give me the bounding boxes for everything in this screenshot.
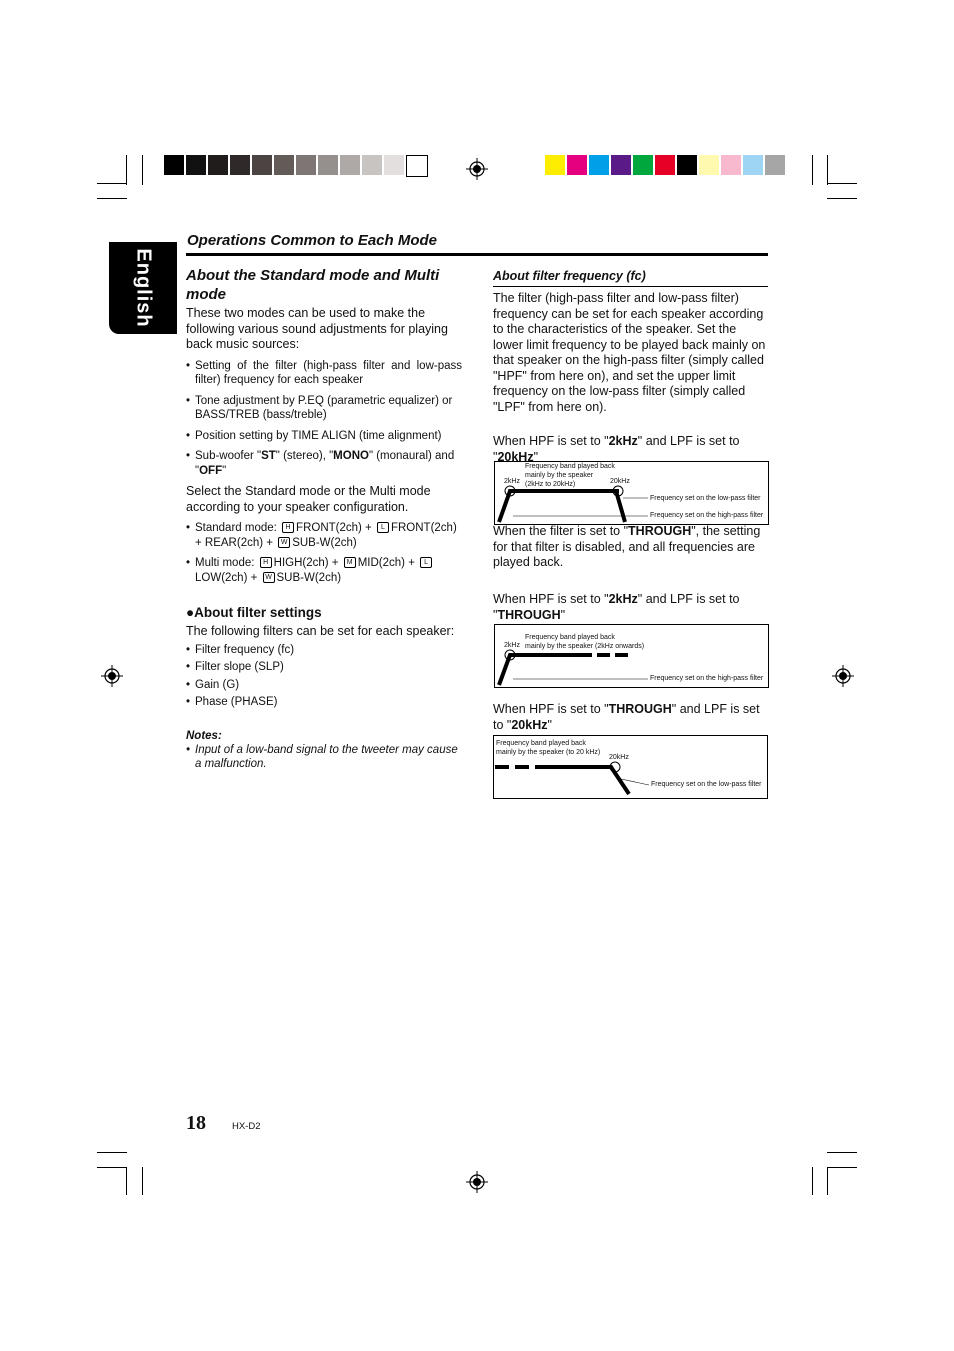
text-span: When the filter is set to " xyxy=(493,524,629,538)
gray-swatch xyxy=(340,155,360,175)
mid-symbol-icon: M xyxy=(344,557,356,568)
crop-mark xyxy=(142,1167,143,1195)
color-swatch xyxy=(655,155,675,175)
low-symbol-icon: L xyxy=(377,522,389,533)
frequency-label: 20kHz xyxy=(609,754,629,761)
text-span: " xyxy=(547,717,552,732)
text-span: MID(2ch) + xyxy=(357,557,415,569)
text-span: 20kHz xyxy=(511,717,548,732)
list-item: • Gain (G) xyxy=(186,678,462,693)
crop-mark xyxy=(97,198,127,199)
text-span: OFF xyxy=(199,464,223,477)
text-span: SUB-W(2ch) xyxy=(276,571,342,584)
text-span: SUB-W(2ch) xyxy=(292,536,357,549)
crop-mark xyxy=(97,1152,127,1153)
crop-mark xyxy=(97,1167,127,1168)
text-span: FRONT(2ch) + xyxy=(296,522,372,534)
band-label: (2kHz to 20kHz) xyxy=(525,481,576,488)
text-span: Sub-woofer " xyxy=(195,450,262,462)
high-symbol-icon: H xyxy=(282,522,294,533)
left-column xyxy=(186,266,462,772)
registration-mark-icon xyxy=(101,665,123,687)
list-item: • Position setting by TIME ALIGN (time alignment) xyxy=(186,429,462,444)
gray-swatch xyxy=(384,155,404,175)
text-span: MONO xyxy=(333,450,369,462)
text-span: When HPF is set to " xyxy=(493,702,609,716)
color-swatch xyxy=(743,155,763,175)
gray-swatch xyxy=(252,155,272,175)
low-symbol-icon: L xyxy=(420,557,432,568)
case3-caption xyxy=(493,702,768,733)
text-span: " and LPF is set to " xyxy=(493,434,740,464)
gray-swatch xyxy=(274,155,294,175)
band-label: mainly by the speaker (2kHz onwards) xyxy=(525,643,645,650)
woofer-symbol-icon: W xyxy=(278,537,290,548)
list-item xyxy=(186,449,462,478)
gray-swatch xyxy=(318,155,338,175)
list-item: • Filter frequency (fc) xyxy=(186,643,462,658)
list-item: • Tone adjustment by P.EQ (parametric equalizer) or BASS/TREB (bass/treble) xyxy=(186,394,462,423)
list-item: • Setting of the filter (high-pass filter and low-pass filter) frequency for each speaker xyxy=(186,359,462,388)
model-number: HX-D2 xyxy=(232,1121,261,1132)
filter-frequency-heading: About filter frequency (fc) xyxy=(493,269,646,283)
registration-mark-icon xyxy=(466,158,488,180)
gray-swatch xyxy=(230,155,250,175)
intro-paragraph: These two modes can be used to make the following various sound adjustments for playing back music sources: xyxy=(186,306,448,351)
color-swatch xyxy=(677,155,697,175)
band-label: mainly by the speaker (to 20 kHz) xyxy=(496,749,601,756)
language-tab-label: English xyxy=(132,248,155,328)
through-explanation xyxy=(493,524,768,571)
text-span: " and LPF is set to " xyxy=(493,592,740,622)
crop-mark xyxy=(827,198,857,199)
hpf-label: Frequency set on the high-pass filter xyxy=(650,675,764,682)
gray-swatch xyxy=(164,155,184,175)
text-span: " xyxy=(222,464,227,477)
registration-mark-icon xyxy=(466,1171,488,1193)
text-span: Standard mode: xyxy=(195,522,277,534)
color-swatch xyxy=(765,155,785,175)
lpf-label: Frequency set on the low-pass filter xyxy=(650,495,761,502)
text-span: ST xyxy=(261,450,276,462)
standard-multi-heading: About the Standard mode and Multi mode xyxy=(186,267,440,303)
registration-mark-icon xyxy=(832,665,854,687)
crop-mark xyxy=(97,183,127,184)
text-span: " xyxy=(533,449,539,464)
color-swatch xyxy=(567,155,587,175)
frequency-label: 2kHz xyxy=(504,478,520,485)
filter-diagram-through-20khz xyxy=(493,735,768,799)
list-item xyxy=(186,521,462,550)
crop-mark xyxy=(812,1167,813,1195)
color-swatch xyxy=(611,155,631,175)
frequency-label: 2kHz xyxy=(504,642,520,649)
list-item: • Filter slope (SLP) xyxy=(186,660,462,675)
text-span: " xyxy=(560,607,566,622)
band-label: Frequency band played back xyxy=(525,634,615,641)
crop-mark xyxy=(827,155,828,185)
list-item: • Phase (PHASE) xyxy=(186,695,462,710)
color-swatch xyxy=(633,155,653,175)
text-span: ", the setting for that filter is disabled, and all frequencies are played back. xyxy=(493,524,761,569)
frequency-label: 20kHz xyxy=(610,478,630,485)
filter-diagram-2khz-through xyxy=(494,624,769,688)
text-span: HIGH(2ch) + xyxy=(273,557,339,569)
color-swatch xyxy=(699,155,719,175)
filter-frequency-body: The filter (high-pass filter and low-pass filter) frequency can be set for each speaker according to the characteristics of the speaker. Set the lower limit frequency to be played back mainly on that speaker on the high-pass filter (simply called "HPF" from here on), and set the upper limit frequency on the low-pass filter (simply called "LPF" from here on). xyxy=(493,291,766,414)
page-number: 18 xyxy=(186,1112,206,1134)
gray-swatch xyxy=(208,155,228,175)
hpf-label: Frequency set on the high-pass filter xyxy=(650,512,764,519)
color-swatch xyxy=(589,155,609,175)
select-mode-paragraph: Select the Standard mode or the Multi mode according to your speaker configuration. xyxy=(186,484,431,514)
text-span: When HPF is set to " xyxy=(493,434,609,448)
gray-swatch xyxy=(296,155,316,175)
section-title: Operations Common to Each Mode xyxy=(187,232,438,249)
note-item: • Input of a low-band signal to the tweeter may cause a malfunction. xyxy=(186,743,462,772)
band-label: mainly by the speaker xyxy=(525,472,594,479)
text-span: 2kHz xyxy=(608,592,638,606)
high-symbol-icon: H xyxy=(260,557,272,568)
band-label: Frequency band played back xyxy=(496,740,586,747)
notes-heading: Notes: xyxy=(186,729,222,742)
crop-mark xyxy=(126,155,127,185)
crop-mark xyxy=(827,1167,828,1195)
text-span: THROUGH xyxy=(497,607,561,622)
text-span: FRONT(2ch) + REAR(2ch) + xyxy=(195,522,457,549)
heading-underline xyxy=(493,286,768,287)
color-swatch xyxy=(545,155,565,175)
text-span: Multi mode: xyxy=(195,557,255,569)
crop-mark xyxy=(812,155,813,185)
woofer-symbol-icon: W xyxy=(263,572,275,583)
text-span: " (stereo), " xyxy=(275,450,334,462)
color-swatch xyxy=(721,155,741,175)
filter-settings-heading: ●About filter settings xyxy=(186,605,322,620)
case2-caption xyxy=(493,592,768,623)
text-span: LOW(2ch) + xyxy=(195,571,258,584)
text-span: " (monaural) and " xyxy=(195,450,455,477)
crop-mark xyxy=(142,155,143,185)
text-span: THROUGH xyxy=(628,524,692,538)
text-span: 2kHz xyxy=(608,434,638,448)
section-divider xyxy=(186,253,768,256)
filter-settings-intro: The following filters can be set for each speaker: xyxy=(186,624,455,638)
crop-mark xyxy=(827,1167,857,1168)
language-tab xyxy=(109,242,177,334)
list-item xyxy=(186,556,462,585)
gray-swatch xyxy=(406,155,428,177)
text-span: When HPF is set to " xyxy=(493,592,609,606)
lpf-label: Frequency set on the low-pass filter xyxy=(651,781,762,788)
text-span: THROUGH xyxy=(608,702,672,716)
filter-diagram-2khz-20khz xyxy=(494,461,769,525)
crop-mark xyxy=(126,1167,127,1195)
text-span: 20kHz xyxy=(497,449,534,464)
crop-mark xyxy=(827,183,857,184)
gray-swatch xyxy=(186,155,206,175)
gray-swatch xyxy=(362,155,382,175)
band-label: Frequency band played back xyxy=(525,463,615,470)
crop-mark xyxy=(827,1152,857,1153)
text-span: " and LPF is set to " xyxy=(493,702,760,732)
